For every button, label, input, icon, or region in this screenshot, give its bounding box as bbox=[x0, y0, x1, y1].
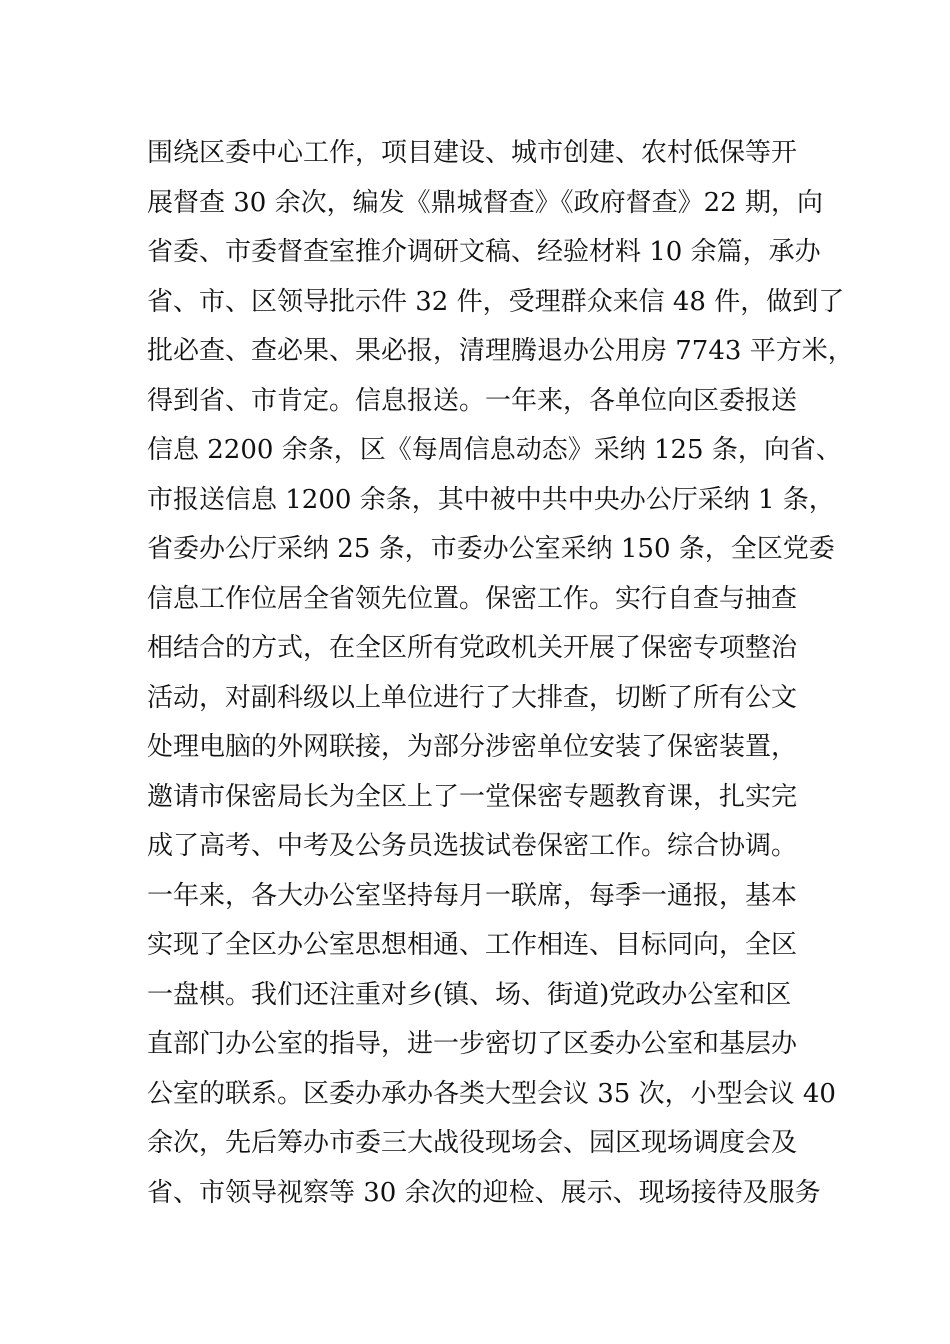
text-line: 信息工作位居全省领先位置。保密工作。实行自查与抽查 bbox=[147, 583, 798, 614]
text-line: 省委、市委督查室推介调研文稿、经验材料 10 余篇，承办 bbox=[147, 237, 821, 267]
text-line: 成了高考、中考及公务员选拔试卷保密工作。综合协调。 bbox=[147, 831, 798, 861]
text-line: 得到省、市肯定。信息报送。一年来，各单位向区委报送 bbox=[147, 385, 798, 416]
text-line: 活动，对副科级以上单位进行了大排查，切断了所有公文 bbox=[147, 682, 798, 713]
text-line: 余次，先后筹办市委三大战役现场会、园区现场调度会及 bbox=[147, 1128, 798, 1158]
text-line: 展督查 30 余次，编发《鼎城督查》《政府督查》22 期，向 bbox=[147, 187, 823, 218]
text-line: 公室的联系。区委办承办各类大型会议 35 次，小型会议 40 bbox=[147, 1078, 836, 1109]
text-line: 批必查、查必果、果必报，清理腾退办公用房 7743 平方米， bbox=[147, 336, 854, 366]
text-line: 一年来，各大办公室坚持每月一联席，每季一通报，基本 bbox=[147, 880, 798, 911]
text-line: 省委办公厅采纳 25 条，市委办公室采纳 150 条，全区党委 bbox=[147, 534, 835, 564]
text-line: 实现了全区办公室思想相通、工作相连、目标同向，全区 bbox=[147, 930, 798, 960]
text-line: 信息 2200 余条，区《每周信息动态》采纳 125 条，向省、 bbox=[147, 435, 842, 465]
text-line: 相结合的方式，在全区所有党政机关开展了保密专项整治 bbox=[147, 633, 798, 663]
text-line: 围绕区委中心工作，项目建设、城市创建、农村低保等开 bbox=[147, 138, 798, 168]
text-line: 直部门办公室的指导，进一步密切了区委办公室和基层办 bbox=[147, 1029, 798, 1059]
body-paragraph bbox=[147, 129, 854, 1218]
text-line: 一盘棋。我们还注重对乡(镇、场、街道)党政办公室和区 bbox=[147, 979, 792, 1010]
text-line: 市报送信息 1200 余条，其中被中共中央办公厅采纳 1 条， bbox=[147, 484, 835, 515]
text-line: 省、市领导视察等 30 余次的迎检、展示、现场接待及服务 bbox=[147, 1177, 821, 1208]
text-line: 处理电脑的外网联接，为部分涉密单位安装了保密装置， bbox=[147, 732, 798, 762]
text-line: 省、市、区领导批示件 32 件，受理群众来信 48 件，做到了 bbox=[147, 286, 845, 317]
text-line: 邀请市保密局长为全区上了一堂保密专题教育课，扎实完 bbox=[147, 781, 798, 812]
